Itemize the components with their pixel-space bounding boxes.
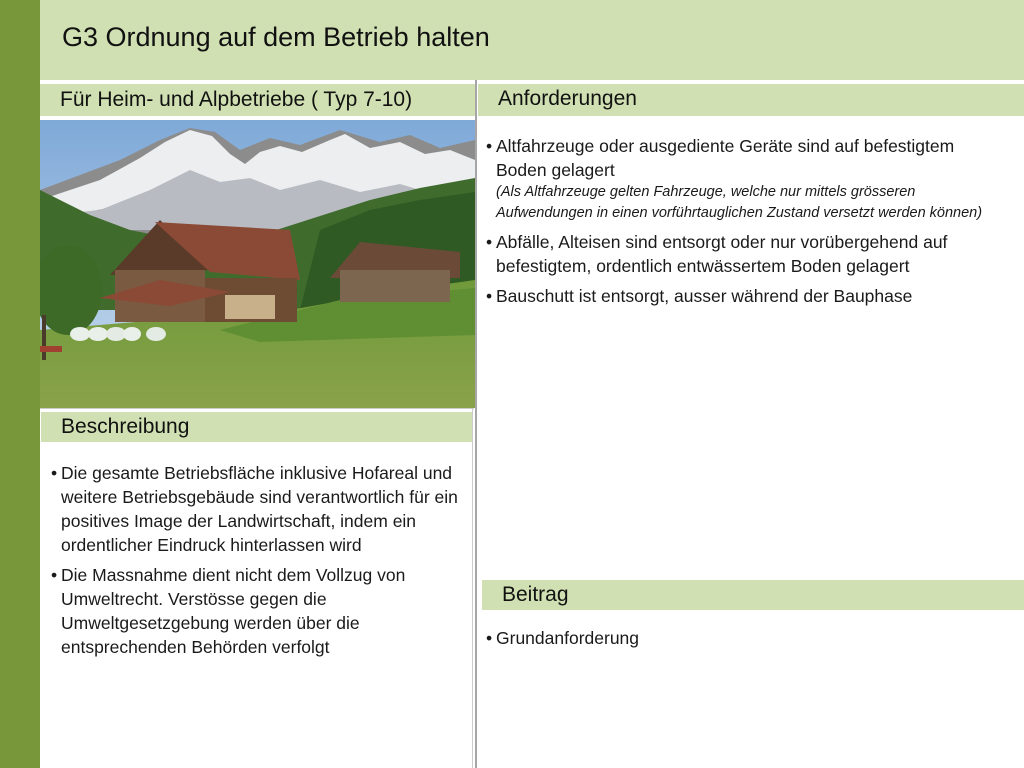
description-box-border-top: [40, 408, 474, 409]
description-item-2: • Die Massnahme dient nicht dem Vollzug von Umweltrecht. Verstösse gegen die Umweltgesetzgebung werden über die entsprechenden Behörden verfolgt: [51, 563, 461, 659]
column-divider: [475, 80, 477, 768]
requirement-text: Abfälle, Alteisen sind entsorgt oder nur vorübergehend auf befestigtem, ordentlich entwässertem Boden gelagert: [496, 232, 948, 276]
requirement-text: Bauschutt ist entsorgt, ausser während der Bauphase: [496, 286, 913, 306]
alpine-farm-photo: [40, 120, 475, 408]
left-accent-band: [0, 0, 40, 768]
description-header: Beschreibung: [41, 412, 472, 442]
requirement-text: Altfahrzeuge oder ausgediente Geräte sind auf befestigtem Boden gelagert: [496, 136, 955, 180]
requirement-item-1: [486, 134, 1006, 224]
page-title: G3 Ordnung auf dem Betrieb halten: [62, 22, 490, 52]
contribution-header: Beitrag: [482, 580, 1024, 610]
description-box-border-right: [472, 408, 473, 768]
contribution-list: [486, 626, 1006, 656]
requirements-list: [486, 134, 1006, 314]
requirement-item-2: [486, 230, 1006, 278]
farm-type-header: Für Heim- und Alpbetriebe ( Typ 7-10): [40, 84, 476, 116]
requirements-header: Anforderungen: [478, 84, 1024, 116]
description-list: [51, 461, 461, 665]
requirement-note: (Als Altfahrzeuge gelten Fahrzeuge, welche nur mittels grösseren Aufwendungen in einen vorführtauglichen Zustand versetzt werden können): [496, 184, 983, 221]
contribution-item-1: • Grundanforderung: [486, 626, 1006, 650]
requirement-item-3: [486, 284, 1006, 308]
description-item-1: • Die gesamte Betriebsfläche inklusive Hofareal und weitere Betriebsgebäude sind verantwortlich für ein positives Image der Landwirtschaft, indem ein ordentlicher Eindruck hinterlassen wird: [51, 461, 461, 557]
